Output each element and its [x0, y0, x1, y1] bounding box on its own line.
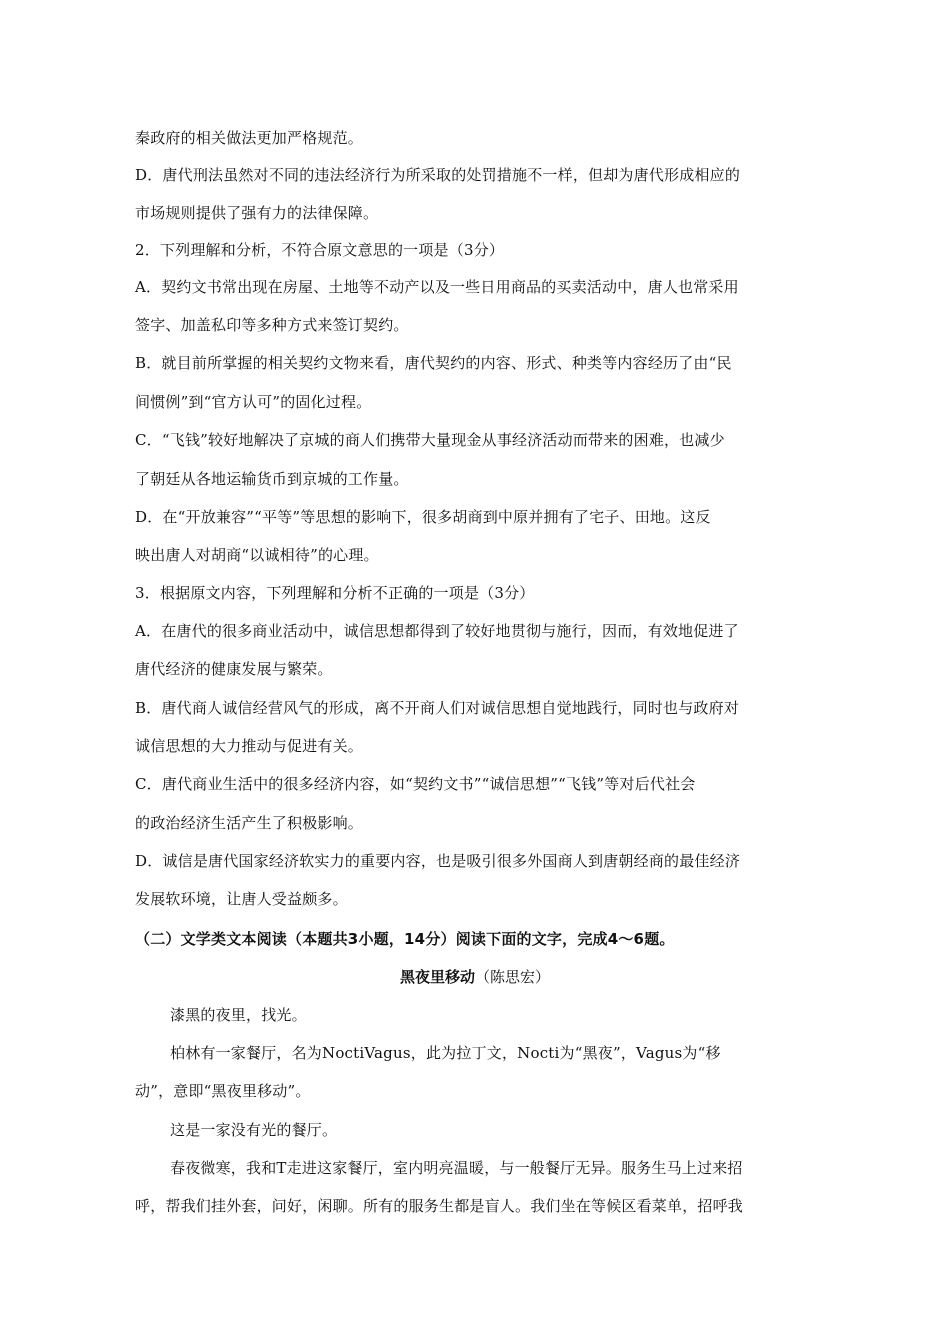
section-heading: （二）文学类文本阅读（本题共3小题，14分）阅读下面的文字，完成4～6题。 — [135, 930, 675, 948]
text-line: D．诚信是唐代国家经济软实力的重要内容，也是吸引很多外国商人到唐朝经商的最佳经济 — [135, 852, 741, 870]
body-paragraph: 漆黑的夜里，找光。 — [170, 1006, 307, 1024]
body-paragraph: 柏林有一家餐厅，名为NoctiVagus，此为拉丁文，Nocti为“黑夜”，Vagus为“移 — [170, 1044, 721, 1062]
text-line: B．唐代商人诚信经营风气的形成，离不开商人们对诚信思想自觉地践行，同时也与政府对 — [135, 699, 740, 717]
text-line: 秦政府的相关做法更加严格规范。 — [135, 129, 364, 147]
text-line: A．在唐代的很多商业活动中，诚信思想都得到了较好地贯彻与施行，因而，有效地促进了 — [135, 622, 739, 640]
text-line: 映出唐人对胡商“以诚相待”的心理。 — [135, 546, 379, 564]
text-line: C．“飞钱”较好地解决了京城的商人们携带大量现金从事经济活动而带来的困难，也减少 — [135, 431, 725, 449]
text-line: 了朝廷从各地运输货币到京城的工作量。 — [135, 470, 409, 488]
text-line: B．就目前所掌握的相关契约文物来看，唐代契约的内容、形式、种类等内容经历了由“民 — [135, 354, 732, 372]
text-line: D．唐代刑法虽然对不同的违法经济行为所采取的处罚措施不一样，但却为唐代形成相应的 — [135, 166, 741, 184]
text-line: 唐代经济的健康发展与繁荣。 — [135, 660, 333, 678]
question-2-stem: 2．下列理解和分析，不符合原文意思的一项是（3分） — [135, 241, 505, 259]
text-line: C．唐代商业生活中的很多经济内容，如“契约文书”“诚信思想”“飞钱”等对后代社会 — [135, 775, 696, 793]
text-line: 诚信思想的大力推动与促进有关。 — [135, 737, 364, 755]
body-paragraph: 春夜微寒，我和T走进这家餐厅，室内明亮温暖，与一般餐厅无异。服务生马上过来招 — [170, 1159, 743, 1177]
article-title — [0, 967, 950, 987]
text-line: 市场规则提供了强有力的法律保障。 — [135, 204, 379, 222]
text-line: 间惯例”到“官方认可”的固化过程。 — [135, 393, 372, 411]
text-line: D．在“开放兼容”“平等”等思想的影响下，很多胡商到中原并拥有了宅子、田地。这反 — [135, 508, 711, 526]
article-author: （陈思宏） — [475, 968, 551, 986]
body-paragraph: 这是一家没有光的餐厅。 — [170, 1121, 338, 1139]
body-line: 动”，意即“黑夜里移动”。 — [135, 1082, 311, 1100]
text-line: A．契约文书常出现在房屋、土地等不动产以及一些日用商品的买卖活动中，唐人也常采用 — [135, 278, 739, 296]
article-title-text: 黑夜里移动 — [399, 968, 475, 986]
text-line: 签字、加盖私印等多种方式来签订契约。 — [135, 316, 409, 334]
text-line: 的政治经济生活产生了积极影响。 — [135, 814, 364, 832]
text-line: 发展软环境，让唐人受益颇多。 — [135, 890, 348, 908]
body-line: 呼，帮我们挂外套，问好，闲聊。所有的服务生都是盲人。我们坐在等候区看菜单，招呼我 — [135, 1197, 744, 1215]
question-3-stem: 3．根据原文内容，下列理解和分析不正确的一项是（3分） — [135, 584, 535, 602]
